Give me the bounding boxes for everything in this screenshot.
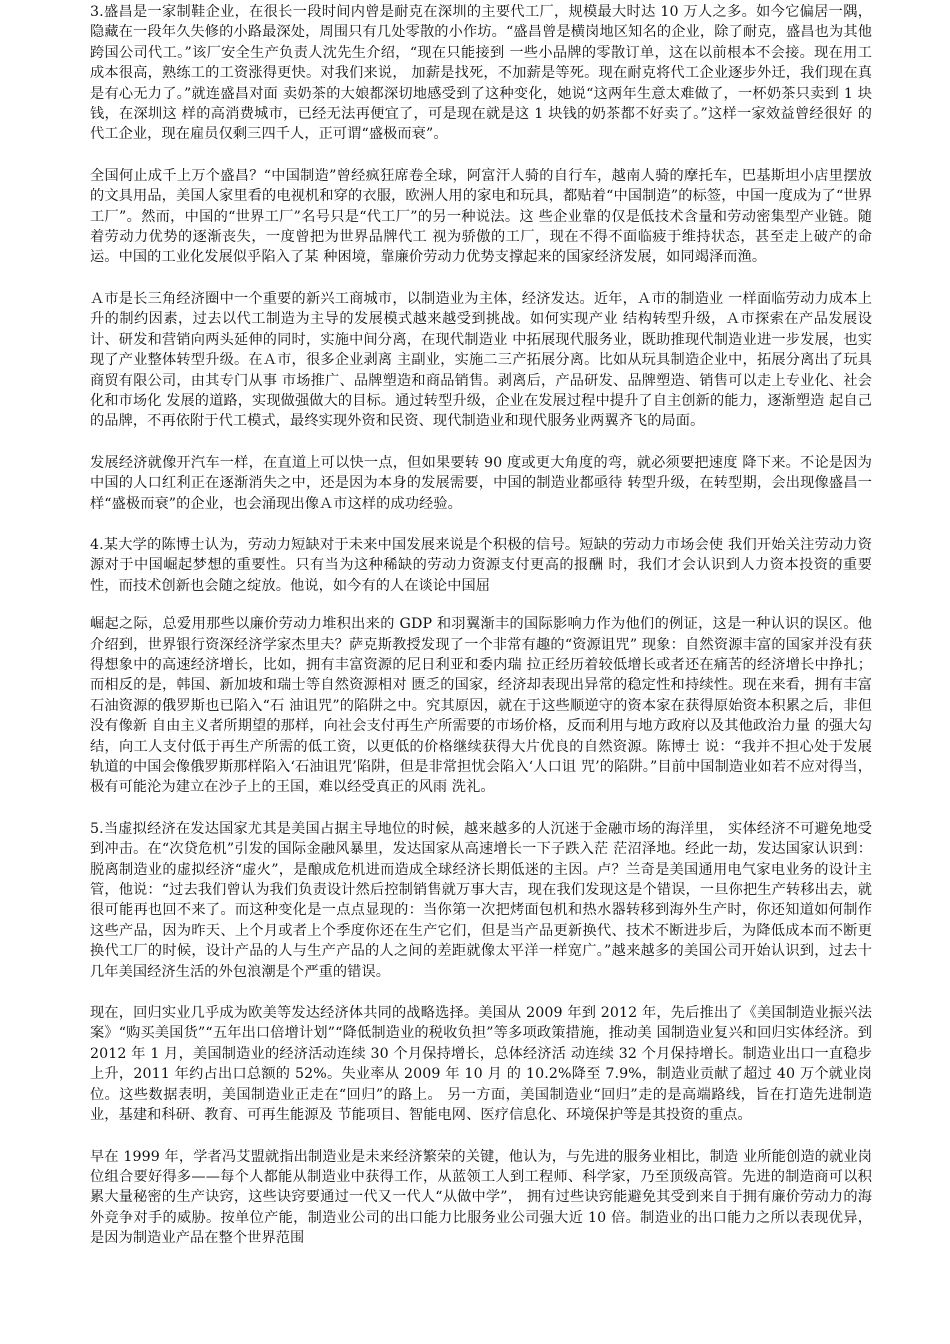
- paragraph-dr-chen: 4.某大学的陈博士认为，劳动力短缺对于未来中国发展来说是个积极的信号。短缺的劳动力市场会使 我们开始关注劳动力资源对于中国崛起梦想的重要性。只有当为这种稀缺的劳动力资源支付更高的报酬 时，我们才会认识到人力资本投资的重要性，而技术创新也会随之绽放。他说，如今有的人在谈论中国屈: [90, 536, 872, 594]
- paragraph-manufacturing-key: 早在 1999 年，学者冯艾盟就指出制造业是未来经济繁荣的关键，他认为，与先进的服务业相比，制造 业所能创造的就业岗位组合要好得多——每个人都能从制造业中获得工作，从蓝领工人到工程师、科学家，乃至顶级高管。先进的制造商可以积累大量秘密的生产诀窍，这些诀窍要通过一代又一代人“从做中学”， 拥有过些诀窍能避免其受到来自于拥有廉价劳动力的海外竞争对手的威胁。按单位产能，制造业公司的出口能力比服务业公司强大近 10 倍。制造业的出口能力之所以表现优异，是因为制造业产品在整个世界范围: [90, 1148, 872, 1247]
- paragraph-reindustrialization: 现在，回归实业几乎成为欧美等发达经济体共同的战略选择。美国从 2009 年到 2012 年，先后推出了《美国制造业振兴法案》“购买美国货”“五年出口倍增计划”“降低制造业的税收负担”等多项政策措施，推动美 国制造业复兴和回归实体经济。到 2012 年 1 月，美国制造业的经济活动连续 30 个月保持增长，总体经济活 动连续 32 个月保持增长。制造业出口一直稳步上升，2011 年约占出口总额的 52%。失业率从 2009 年 10 月 的 10.2%降至 7.9%，制造业贡献了超过 40 万个就业岗位。这些数据表明，美国制造业正走在“回归”的路上。 另一方面，美国制造业“回归”走的是高端路线，旨在打造先进制造业，基建和科研、教育、可再生能源及 节能项目、智能电网、医疗信息化、环境保护等是其投资的重点。: [90, 1005, 872, 1124]
- paragraph-virtual-economy: 5.当虚拟经济在发达国家尤其是美国占据主导地位的时候，越来越多的人沉迷于金融市场的海洋里， 实体经济不可避免地受到冲击。在“次贷危机”引发的国际金融风暴里，发达国家从高速增长一下子跌入茫 茫沼泽地。经此一劫，发达国家认识到：脱离制造业的虚拟经济“虚火”，是酿成危机进而造成全球经济长期低迷的主因。卢？兰奇是美国通用电气家电业务的设计主管，他说：“过去我们曾认为我们负责设计然后控制销售就万事大吉，现在我们发现这是个错误，一旦你把生产转移出去，就很可能再也回不来了。而这种变化是一点点显现的：当你第一次把烤面包机和热水器转移到海外生产时，你还知道如何制作这些产品，因为昨天、上个月或者上个季度你还在生产它们，但是当产品更新换代、技术不断进步后，为降低成本而不断更换代工厂的时候，设计产品的人与生产产品的人之间的差距就像太平洋一样宽广。”越来越多的美国公司开始认识到，过去十几年美国经济生活的外包浪潮是个严重的错误。: [90, 820, 872, 980]
- document-page: [90, 2, 872, 1270]
- paragraph-driving-analogy: 发展经济就像开汽车一样，在直道上可以快一点，但如果要转 90 度或更大角度的弯，就必须要把速度 降下来。不论是因为中国的人口红利正在逐渐消失之中，还是因为本身的发展需要，中国的制造业都亟待 转型升级，在转型期，会出现像盛昌一样“盛极而衰”的企业，也会涌现出像Ａ市这样的成功经验。: [90, 454, 872, 512]
- paragraph-shengchang: 3.盛昌是一家制鞋企业，在很长一段时间内曾是耐克在深圳的主要代工厂，规模最大时达 10 万人之多。如今它偏居一隅，隐藏在一段年久失修的小路最深处，周围只有几处零散的小作坊。“盛昌曾是横岗地区知名的企业，除了耐克，盛昌也为其他跨国公司代工。”该厂安全生产负责人沈先生介绍，“现在只能接到 一些小品牌的零散订单，这在以前根本不会接。现在用工成本很高，熟练工的工资涨得更快。对我们来说， 加薪是找死，不加薪是等死。现在耐克将代工企业逐步外迁，我们现在真是有心无力了。”就连盛昌对面 卖奶茶的大娘都深切地感受到了这种变化，她说“这两年生意太难做了，一杯奶茶只卖到 1 块钱，在深圳这 样的高消费城市，已经无法再便宜了，可是现在就是这 1 块钱的奶茶都不好卖了。”这样一家效益曾经很好 的代工企业，现在雇员仅剩三四千人，正可谓“盛极而衰”。: [90, 4, 872, 143]
- paragraph-resource-curse: 崛起之际，总爱用那些以廉价劳动力堆积出来的 GDP 和羽翼渐丰的国际影响力作为他们的例证，这是一种认识的误区。他介绍到，世界银行资深经济学家杰里夫？萨克斯教授发现了一个非常有趣的“资源诅咒” 现象：自然资源丰富的国家并没有获得想象中的高速经济增长，比如，拥有丰富资源的尼日利亚和委内瑞 拉正经历着较低增长或者还在痛苦的经济增长中挣扎；而相反的是，韩国、新加坡和瑞士等自然资源相对 匮乏的国家，经济却表现出异常的稳定性和持续性。现在来看，拥有丰富石油资源的俄罗斯也已陷入“石 油诅咒”的陷阱之中。究其原因，就在于这些顺逆守的资本家在获得原始资本积累之后，非但没有像新 自由主义者所期望的那样，向社会支付再生产所需要的市场价格，反而利用与地方政府以及其他政治力量 的强大勾结，向工人支付低于再生产所需的低工资，以更低的价格继续获得大片优良的自然资源。陈博士 说：“我并不担心处于发展轨道的中国会像俄罗斯那样陷入‘石油诅咒’陷阱，但是非常担忧会陷入‘人口诅 咒’的陷阱。”目前中国制造业如若不应对得当，极有可能沦为建立在沙子上的王国，难以经受真正的风雨 洗礼。: [90, 616, 872, 796]
- paragraph-world-factory: 全国何止成千上万个盛昌？“中国制造”曾经疯狂席卷全球，阿富汗人骑的自行车，越南人骑的摩托车，巴基斯坦小店里摆放的文具用品，美国人家里看的电视机和穿的衣服，欧洲人用的家电和玩具，都贴着“中国制造”的标签，中国一度成为了“世界工厂”。然而，中国的“世界工厂”名号只是“代工厂”的另一种说法。这 些企业靠的仅是低技术含量和劳动密集型产业链。随着劳动力优势的逐渐丧失，一度曾把为世界品牌代工 视为骄傲的工厂，现在不得不面临疲于维持状态，甚至走上破产的命运。中国的工业化发展似乎陷入了某 种困境，靠廉价劳动力优势支撑起来的国家经济发展，如同竭泽而渔。: [90, 167, 872, 266]
- paragraph-city-a: Ａ市是长三角经济圈中一个重要的新兴工商城市，以制造业为主体，经济发达。近年，Ａ市的制造业 一样面临劳动力成本上升的制约因素，过去以代工制造为主导的发展模式越来越受到挑战。如何实现产业 结构转型升级，Ａ市探索在产品发展设计、研发和营销向两头延伸的同时，实施中间分离，在现代制造业 中拓展现代服务业，既助推现代制造业进一步发展，也实现了产业整体转型升级。在Ａ市，很多企业剥离 主副业，实施二三产拓展分离。比如从玩具制造企业中，拓展分离出了玩具商贸有限公司，由其专门从事 市场推广、品牌塑造和商品销售。剥离后，产品研发、品牌塑造、销售可以走上专业化、社会化和市场化 发展的道路，实现做强做大的目标。通过转型升级，企业在发展过程中提升了自主创新的能力，逐渐塑造 起自己的品牌，不再依附于代工模式，最终实现外资和民资、现代制造业和现代服务业两翼齐飞的局面。: [90, 290, 872, 430]
